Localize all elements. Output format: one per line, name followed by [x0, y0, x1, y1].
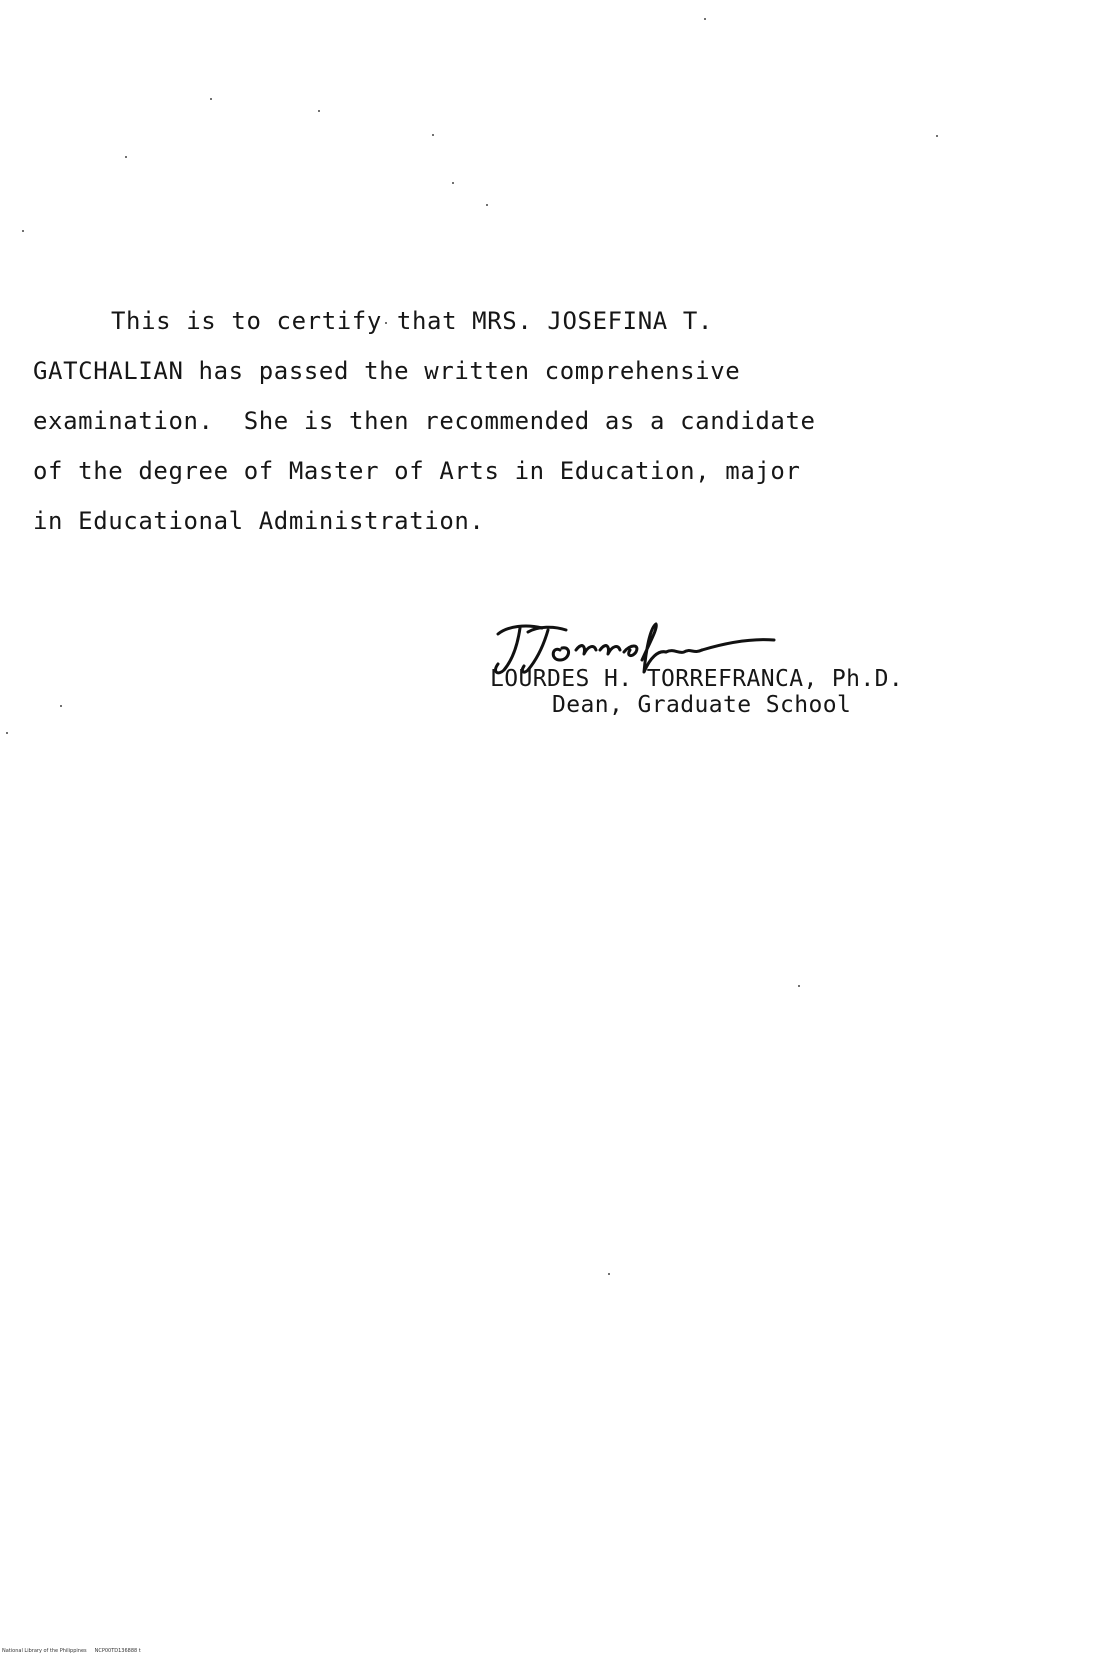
footer-note: National Library of the Philippines NCP00TD136888 t — [2, 1648, 141, 1654]
scan-speck — [608, 1273, 610, 1275]
scan-speck — [936, 135, 938, 137]
certification-line: GATCHALIAN has passed the written comprehensive — [33, 357, 741, 385]
signature-block — [490, 620, 960, 720]
certification-line: of the degree of Master of Arts in Education, major — [33, 457, 801, 485]
certification-line: This is to certify that MRS. JOSEFINA T. — [111, 307, 713, 335]
scan-speck — [210, 98, 212, 100]
signer-name: LOURDES H. TORREFRANCA, Ph.D. — [490, 666, 904, 692]
scan-speck — [486, 204, 488, 206]
scan-speck — [318, 110, 320, 112]
certification-line: in Educational Administration. — [33, 507, 485, 535]
scan-speck — [452, 182, 454, 184]
scan-speck — [432, 134, 434, 136]
certification-text — [33, 296, 883, 546]
scan-speck — [704, 18, 706, 20]
scan-speck — [60, 705, 62, 707]
certification-line: examination. She is then recommended as a candidate — [33, 407, 816, 435]
scan-speck — [6, 732, 8, 734]
signer-title: Dean, Graduate School — [552, 692, 852, 718]
scan-speck — [125, 156, 127, 158]
scan-speck — [22, 230, 24, 232]
scan-speck — [798, 985, 800, 987]
